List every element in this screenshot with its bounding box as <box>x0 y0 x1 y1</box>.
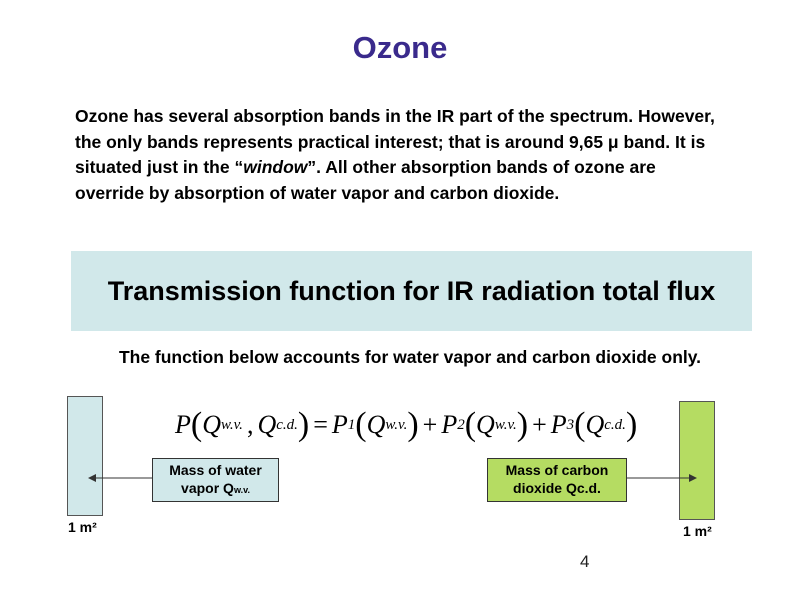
carbon-box-line1: Mass of carbon <box>505 462 609 478</box>
formula-plus: + <box>532 410 547 439</box>
formula-paren-close: ) <box>625 406 638 443</box>
banner-text: Transmission function for IR radiation total flux <box>107 276 716 306</box>
formula-comma: , <box>246 410 254 439</box>
formula-Q: Q <box>476 410 495 439</box>
formula-paren-open: ( <box>190 406 203 443</box>
formula-paren-open: ( <box>464 406 477 443</box>
paragraph-italic-window: window <box>243 157 308 177</box>
carbon-dioxide-mass-label <box>487 458 627 502</box>
formula-sub-cd: c.d. <box>276 416 298 433</box>
area-label-left: 1 m² <box>68 519 97 535</box>
formula-P: P <box>175 410 191 439</box>
formula-paren-close: ) <box>516 406 529 443</box>
formula-P3: P <box>550 410 567 439</box>
formula-sub-wv: w.v. <box>221 416 243 433</box>
formula-paren-open: ( <box>355 406 367 443</box>
formula-Q: Q <box>366 410 386 439</box>
formula-Q: Q <box>585 410 605 439</box>
formula-P1: P <box>331 410 348 439</box>
formula-paren-open: ( <box>574 406 586 443</box>
page-number: 4 <box>580 552 590 571</box>
formula-Q: Q <box>202 410 221 439</box>
formula-equals: = <box>313 410 328 439</box>
water-arrow-head <box>88 474 96 482</box>
area-label-right: 1 m² <box>683 523 712 539</box>
formula-P2: P <box>441 410 458 439</box>
slide-title: Ozone <box>352 30 448 65</box>
formula-sub-wv: w.v. <box>385 416 408 433</box>
carbon-arrow-head <box>689 474 697 482</box>
formula-Q: Q <box>257 410 277 439</box>
water-vapor-mass-label <box>152 458 279 502</box>
paragraph-text-1: Ozone has several absorption bands in the IR part of the spectrum. However, the only bands represents practical interest; that is around 9,65 μ band. It is situated just in the “ <box>75 106 715 177</box>
formula-sub-2: 2 <box>457 416 465 433</box>
formula-paren-close: ) <box>407 406 419 443</box>
formula-plus: + <box>422 410 438 439</box>
function-note: The function below accounts for water vapor and carbon dioxide only. <box>118 347 702 367</box>
formula-sub-1: 1 <box>347 416 356 433</box>
water-box-line2-sub: w.v. <box>233 485 250 495</box>
formula-sub-3: 3 <box>566 416 575 433</box>
formula-sub-wv: w.v. <box>494 416 517 433</box>
water-box-line2-main: vapor Q <box>181 480 234 496</box>
formula-sub-cd: c.d. <box>604 416 626 433</box>
formula-paren-close: ) <box>297 406 310 443</box>
water-box-line1: Mass of water <box>169 462 262 478</box>
paragraph-text-2: ”. All other absorption bands of ozone are override by absorption of water vapor and carbon dioxide. <box>75 157 656 203</box>
water-box-line2 <box>153 479 278 499</box>
carbon-box-line2: dioxide Qc.d. <box>513 480 601 496</box>
